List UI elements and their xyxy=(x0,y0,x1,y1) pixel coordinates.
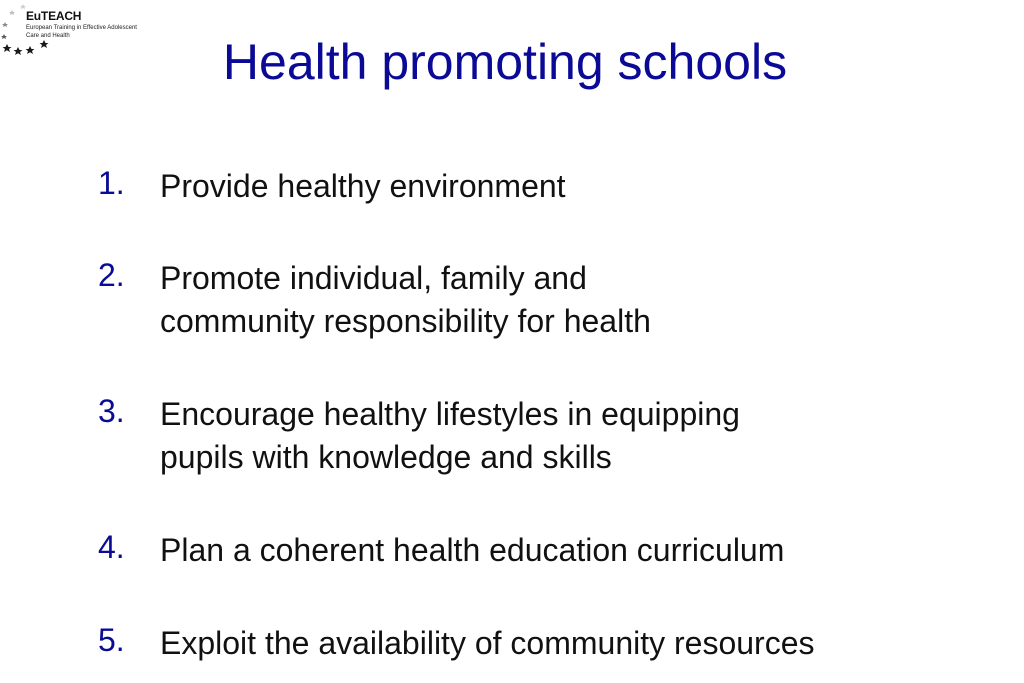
item-text: Encourage healthy lifestyles in equipping pupils with knowledge and skills xyxy=(160,396,740,475)
logo-name: EuTEACH xyxy=(26,9,82,23)
item-text: Promote individual, family and community responsibility for health xyxy=(160,260,651,339)
slide-title-text: Health promoting schools xyxy=(222,34,788,90)
item-number: 2. xyxy=(98,257,125,293)
item-number: 4. xyxy=(98,529,125,565)
item-number: 3. xyxy=(98,393,125,429)
item-number: 5. xyxy=(98,622,125,658)
item-text: Provide healthy environment xyxy=(160,168,566,204)
logo-subtitle: European Training in Effective Adolescent Care and Health xyxy=(26,25,137,39)
item-number: 1. xyxy=(98,165,125,201)
item-text: Exploit the availability of community resources xyxy=(160,625,815,661)
item-text: Plan a coherent health education curriculum xyxy=(160,532,785,568)
